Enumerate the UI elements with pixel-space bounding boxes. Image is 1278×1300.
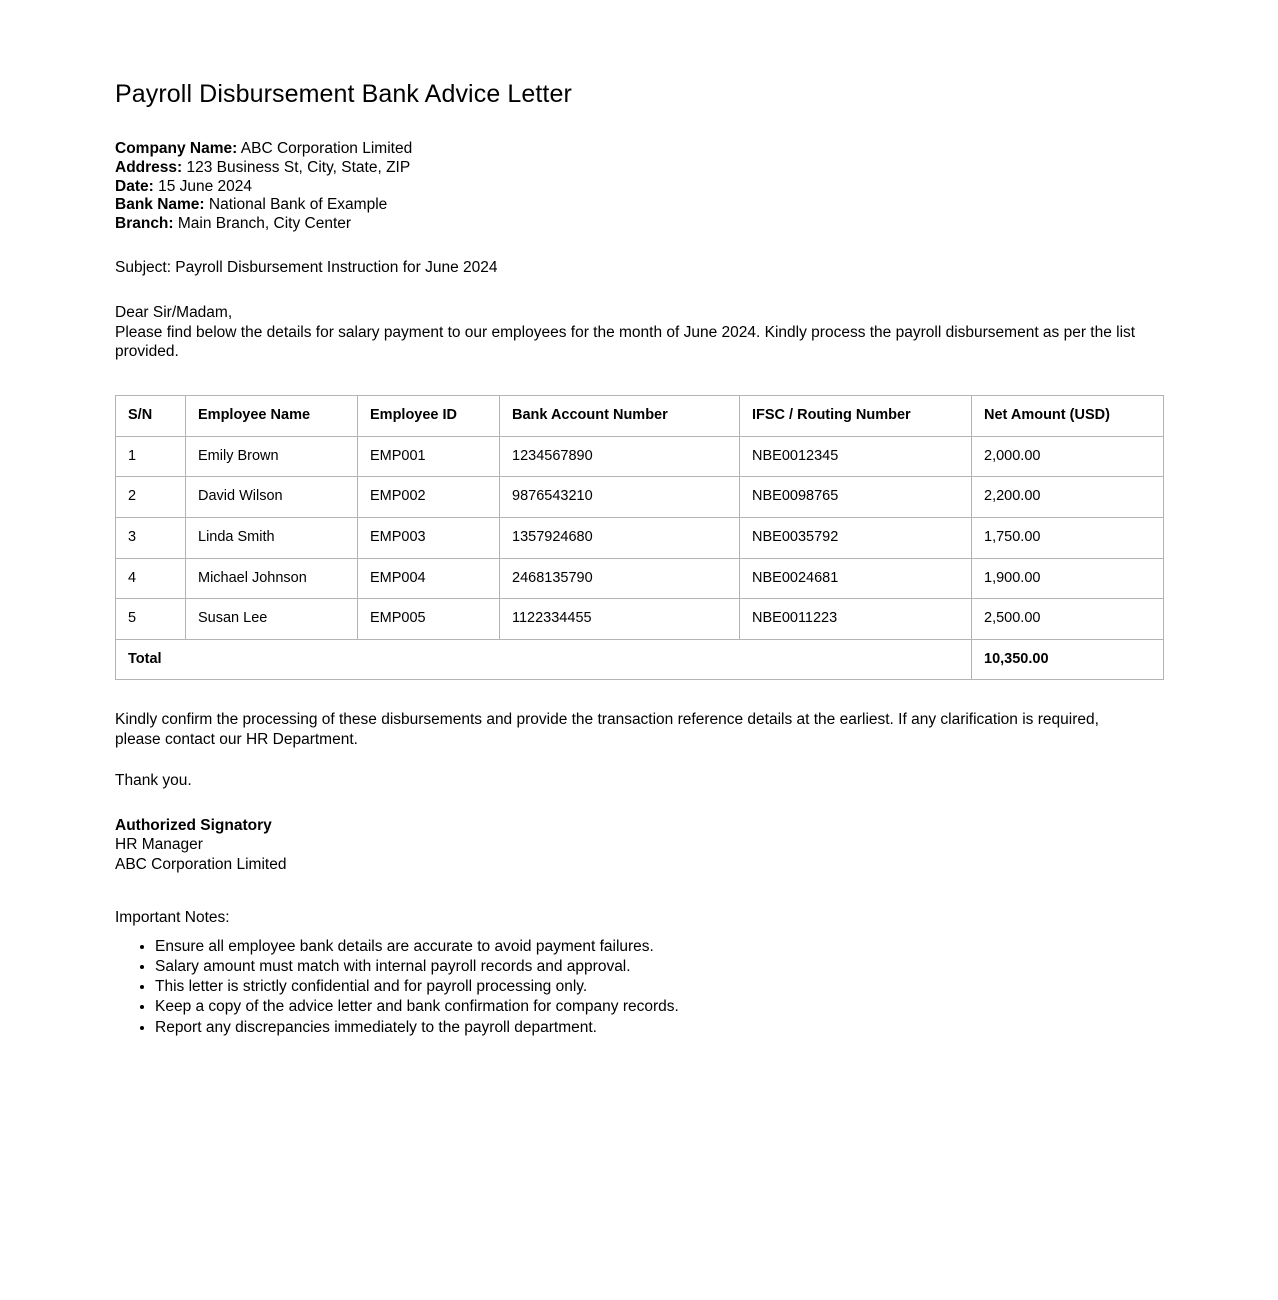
meta-branch-value: Main Branch, City Center xyxy=(177,215,352,233)
table-row xyxy=(116,599,1164,640)
meta-branch-label: Branch: xyxy=(115,215,174,233)
table-row xyxy=(116,558,1164,599)
cell-sn: 5 xyxy=(116,599,186,640)
notes-heading: Important Notes: xyxy=(115,909,230,927)
letter-metadata xyxy=(115,140,1163,235)
column-header-sn: S/N xyxy=(116,396,186,437)
cell-net-amount: 1,900.00 xyxy=(972,558,1164,599)
total-label: Total xyxy=(116,639,972,680)
meta-address-value: 123 Business St, City, State, ZIP xyxy=(186,158,411,176)
cell-net-amount: 2,000.00 xyxy=(972,436,1164,477)
meta-date-value: 15 June 2024 xyxy=(158,177,253,195)
signature-company: ABC Corporation Limited xyxy=(115,855,287,873)
cell-bank-account-number: 2468135790 xyxy=(500,558,740,599)
table-header-row xyxy=(116,396,1164,437)
meta-address xyxy=(115,159,1163,178)
column-header-bank-account-number: Bank Account Number xyxy=(500,396,740,437)
column-header-ifsc-routing-number: IFSC / Routing Number xyxy=(740,396,972,437)
cell-ifsc-routing-number: NBE0098765 xyxy=(740,477,972,518)
column-header-employee-id: Employee ID xyxy=(358,396,500,437)
list-item: • Report any discrepancies immediately to the payroll department. xyxy=(155,1018,1163,1038)
cell-bank-account-number: 1357924680 xyxy=(500,518,740,559)
signature-block xyxy=(115,816,1163,874)
cell-employee-id: EMP002 xyxy=(358,477,500,518)
meta-bank-name-value: National Bank of Example xyxy=(208,196,388,214)
cell-employee-name: Linda Smith xyxy=(186,518,358,559)
cell-ifsc-routing-number: NBE0011223 xyxy=(740,599,972,640)
cell-sn: 3 xyxy=(116,518,186,559)
cell-net-amount: 2,200.00 xyxy=(972,477,1164,518)
cell-employee-id: EMP005 xyxy=(358,599,500,640)
cell-employee-id: EMP004 xyxy=(358,558,500,599)
cell-employee-name: Michael Johnson xyxy=(186,558,358,599)
list-item: • Salary amount must match with internal payroll records and approval. xyxy=(155,957,1163,977)
meta-company-name xyxy=(115,140,1163,159)
meta-bank-name-label: Bank Name: xyxy=(115,196,205,214)
meta-company-name-label: Company Name: xyxy=(115,139,238,157)
meta-date xyxy=(115,178,1163,197)
signature-role: HR Manager xyxy=(115,836,203,854)
list-item: • This letter is strictly confidential and for payroll processing only. xyxy=(155,977,1163,997)
cell-net-amount: 1,750.00 xyxy=(972,518,1164,559)
meta-bank-name xyxy=(115,196,1163,215)
intro-paragraph: Please find below the details for salary payment to our employees for the month of June 2024. Kindly process the payroll disbursement as per the list provided. xyxy=(115,323,1136,360)
total-value: 10,350.00 xyxy=(972,639,1164,680)
cell-ifsc-routing-number: NBE0012345 xyxy=(740,436,972,477)
cell-employee-name: David Wilson xyxy=(186,477,358,518)
subject-line: Subject: Payroll Disbursement Instruction for June 2024 xyxy=(115,259,498,277)
cell-sn: 1 xyxy=(116,436,186,477)
cell-ifsc-routing-number: NBE0024681 xyxy=(740,558,972,599)
cell-net-amount: 2,500.00 xyxy=(972,599,1164,640)
salutation: Dear Sir/Madam, xyxy=(115,304,233,322)
cell-ifsc-routing-number: NBE0035792 xyxy=(740,518,972,559)
table-total-row xyxy=(116,639,1164,680)
cell-bank-account-number: 1234567890 xyxy=(500,436,740,477)
meta-branch xyxy=(115,215,1163,234)
cell-employee-name: Susan Lee xyxy=(186,599,358,640)
payroll-table xyxy=(115,395,1164,680)
list-item: • Ensure all employee bank details are accurate to avoid payment failures. xyxy=(155,937,1163,957)
cell-employee-id: EMP003 xyxy=(358,518,500,559)
cell-bank-account-number: 9876543210 xyxy=(500,477,740,518)
page-title: Payroll Disbursement Bank Advice Letter xyxy=(115,80,572,108)
column-header-employee-name: Employee Name xyxy=(186,396,358,437)
cell-employee-id: EMP001 xyxy=(358,436,500,477)
cell-sn: 4 xyxy=(116,558,186,599)
list-item: • Keep a copy of the advice letter and bank confirmation for company records. xyxy=(155,997,1163,1017)
cell-employee-name: Emily Brown xyxy=(186,436,358,477)
cell-sn: 2 xyxy=(116,477,186,518)
meta-company-name-value: ABC Corporation Limited xyxy=(240,139,413,157)
table-row xyxy=(116,477,1164,518)
thanks-line: Thank you. xyxy=(115,772,192,790)
meta-date-label: Date: xyxy=(115,177,154,195)
table-row xyxy=(116,518,1164,559)
cell-bank-account-number: 1122334455 xyxy=(500,599,740,640)
closing-paragraph: Kindly confirm the processing of these disbursements and provide the transaction reference details at the earliest. If any clarification is required, please contact our HR Department. xyxy=(115,711,1099,748)
signature-title: Authorized Signatory xyxy=(115,816,272,834)
table-row xyxy=(116,436,1164,477)
notes-list xyxy=(115,937,1163,1038)
column-header-net-amount: Net Amount (USD) xyxy=(972,396,1164,437)
meta-address-label: Address: xyxy=(115,158,183,176)
